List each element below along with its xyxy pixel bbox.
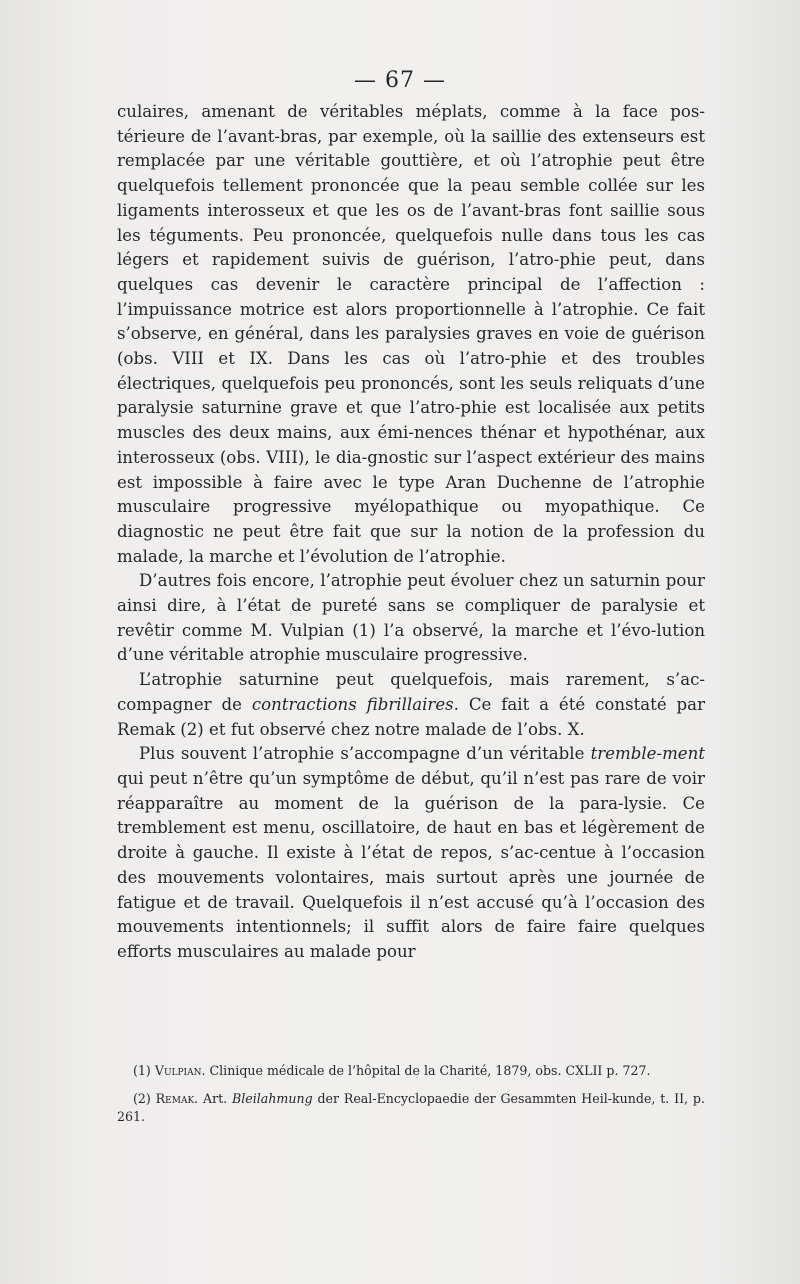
text-run: (1) [133, 1063, 155, 1078]
text-run: qui peut n’être qu’un symptôme de début, qu’il n’est pas rare de voir réapparaître au moment de la guérison de la para-lysie. Ce tremblement est menu, oscillatoire, de haut en bas et légèrement de droite à gauche. Il existe à l’état de repos, s’ac-centue à l’occasion des mouvements volontaires, mais surtout après une journée de fatigue et de travail. Quelquefois il n’est accusé qu’à l’occasion des mouvements intentionnels; il suffit alors de faire faire quelques efforts musculaires au malade pour [117, 768, 705, 961]
author-name: Vulpian [154, 1063, 202, 1078]
footnotes [117, 1062, 705, 1136]
italic-phrase: Bleilahmung [232, 1090, 313, 1106]
text-run: Plus souvent l’atrophie s’accompagne d’un véritable [139, 744, 591, 764]
italic-phrase: tremble-ment [590, 744, 705, 764]
paragraph [117, 668, 705, 742]
paragraph [117, 100, 705, 569]
paragraph [117, 569, 705, 668]
page-number: — 67 — [354, 68, 446, 93]
text-run: L’atrophie saturnine peut quelquefois, mais rarement, s’ac-compagner de [117, 670, 705, 714]
text-run: culaires, amenant de véritables méplats, comme à la face pos-térieure de l’avant-bras, par exemple, où la saillie des extenseurs est remplacée par une véritable gouttière, et où l’atrophie peut être quelquefois tellement prononcée que la peau semble collée sur les ligaments interosseux et que les os de l’avant-bras font saillie sous les téguments. Peu prononcée, quelquefois nulle dans tous les cas légers et rapidement suivis de guérison, l’atro-phie peut, dans quelques cas devenir le caractère principal de l’affection : l’impuissance motrice est alors proportionnelle à l’atrophie. Ce fait s’observe, en général, dans les paralysies graves en voie de guérison (obs. VIII et IX. Dans les cas où l’atro-phie et des troubles électriques, quelquefois peu prononcés, sont les seuls reliquats d’une paralysie saturnine grave et que l’atro-phie est localisée aux petits muscles des deux mains, aux émi-nences thénar et hypothénar, aux interosseux (obs. VIII), le dia-gnostic sur l’aspect extérieur des mains est impossible à faire avec le type Aran Duchenne de l’atrophie musculaire progressive myélopathique ou myopathique. Ce diagnostic ne peut être fait que sur la notion de la profession du malade, la marche et l’évolution de l’atrophie. [117, 102, 705, 566]
footnote [117, 1062, 705, 1081]
footnote [117, 1090, 705, 1127]
text-run: der Real-Encyclopaedie der Gesammten Heil-kunde, t. II, p. 261. [117, 1090, 705, 1124]
text-run: . Clinique médicale de l’hôpital de la Charité, 1879, obs. CXLII p. 727. [201, 1063, 651, 1078]
text-run: . Ce fait a été constaté par Remak (2) et fut observé chez notre malade de l’obs. X. [117, 694, 706, 739]
text-run: (2) [133, 1090, 156, 1106]
author-name: Remak [155, 1090, 195, 1106]
paragraph [117, 742, 705, 964]
text-run: D’autres fois encore, l’atrophie peut évoluer chez un saturnin pour ainsi dire, à l’état de pureté sans se compliquer de paralysie et revêtir comme M. Vulpian (1) l’a observé, la marche et l’évo-lution d’une véritable atrophie musculaire progressive. [117, 571, 705, 665]
text-run: . Art. [194, 1090, 233, 1106]
body-text [117, 100, 705, 965]
italic-phrase: contractions fibrillaires [251, 694, 454, 714]
